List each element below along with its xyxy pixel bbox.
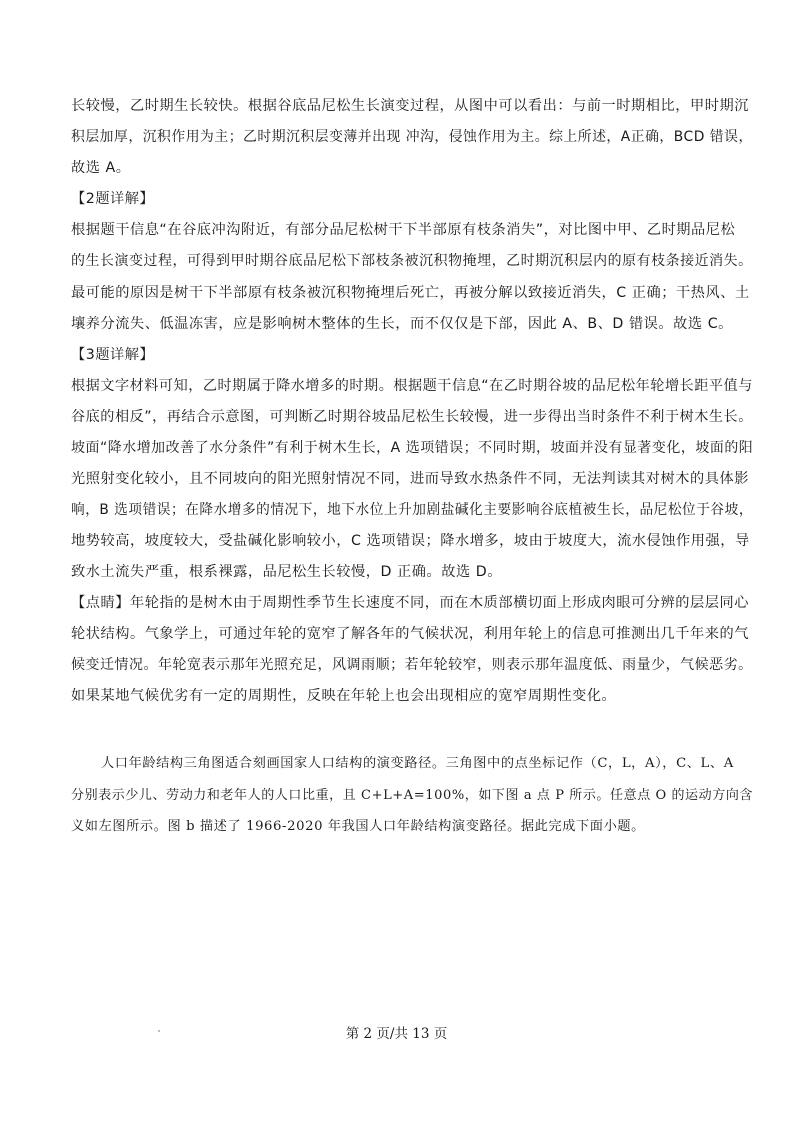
paragraph-1-line-1: 长较慢，乙时期生长较快。根据谷底品尼松生长演变过程，从图中可以看出：与前一时期相比，甲时期沉 [71,98,749,114]
paragraph-5-line-3: 义如左图所示。图 b 描述了 1966-2020 年我国人口年龄结构演变路径。据此完成下面小题。 [71,819,645,834]
paragraph-4-line-4: 如果某地气候优劣有一定的周期性，反映在年轮上也会出现相应的宽窄周期性变化。 [71,688,617,704]
paragraph-4-line-2: 轮状结构。气象学上，可通过年轮的宽窄了解各年的气候状况，利用年轮上的信息可推测出几千年来的气 [71,626,749,642]
paragraph-3-line-5: 响，B 选项错误；在降水增多的情况下，地下水位上升加剧盐碱化主要影响谷底植被生长，品尼松位于谷坡， [71,502,754,518]
paragraph-3-line-1: 根据文字材料可知，乙时期属于降水增多的时期。根据题干信息“在乙时期谷坡的品尼松年轮增长距平值与 [71,378,753,394]
paragraph-1-line-3: 故选 A。 [71,160,131,176]
section-heading-2: 【2题详解】 [71,191,155,207]
paragraph-3-line-4: 光照射变化较小，且不同坡向的阳光照射情况不同，进而导致水热条件不同，无法判读其对树木的具体影 [71,471,749,487]
paragraph-3-line-7: 致水土流失严重，根系裸露，品尼松生长较慢，D 正确。故选 D。 [71,564,502,580]
paragraph-4-line-1: 【点睛】年轮指的是树木由于周期性季节生长速度不同，而在木质部横切面上形成肉眼可分辨的层层同心 [71,595,749,611]
paragraph-2-line-4: 壤养分流失、低温冻害，应是影响树木整体的生长，而不仅仅是下部，因此 A、B、D 错误。故选 C。 [71,316,733,332]
paragraph-5-line-2: 分别表示少儿、劳动力和老年人的人口比重，且 C+L+A=100%，如下图 a 点 P 所示。任意点 O 的运动方向含 [71,788,754,803]
paragraph-2-line-3: 最可能的原因是树干下半部原有枝条被沉积物掩埋后死亡，再被分解以致接近消失，C 正确；干热风、土 [71,285,750,301]
paragraph-1-line-2: 积层加厚，沉积作用为主；乙时期沉积层变薄并出现 冲沟，侵蚀作用为主。综上所述，A正确，BCD 错误， [71,129,753,145]
paragraph-3-line-6: 地势较高，坡度较大，受盐碱化影响较小，C 选项错误；降水增多，坡由于坡度大，流水侵蚀作用强，导 [71,533,750,549]
paragraph-3-line-2: 谷底的相反”，再结合示意图，可判断乙时期谷坡品尼松生长较慢，进一步得出当时条件不利于树木生长。 [71,409,753,425]
page-footer: 第 2 页/共 13 页 [345,1026,448,1042]
section-heading-3: 【3题详解】 [71,347,155,363]
paragraph-2-line-2: 的生长演变过程，可得到甲时期谷底品尼松下部枝条被沉积物掩埋，乙时期沉积层内的原有枝条接近消失。 [71,253,753,269]
paragraph-5-line-1: 人口年龄结构三角图适合刻画国家人口结构的演变路径。三角图中的点坐标记作（C，L，A），C、L、A [101,756,734,771]
paragraph-3-line-3: 坡面“降水增加改善了水分条件”有利于树木生长，A 选项错误；不同时期，坡面并没有显著变化，坡面的阳 [71,440,754,456]
paragraph-4-line-3: 候变迁情况。年轮宽表示那年光照充足，风调雨顺；若年轮较窄，则表示那年温度低、雨量少，气候恶劣。 [71,657,753,673]
paragraph-2-line-1: 根据题干信息“在谷底冲沟附近，有部分品尼松树干下半部原有枝条消失”，对比图中甲、乙时期品尼松 [71,222,736,238]
